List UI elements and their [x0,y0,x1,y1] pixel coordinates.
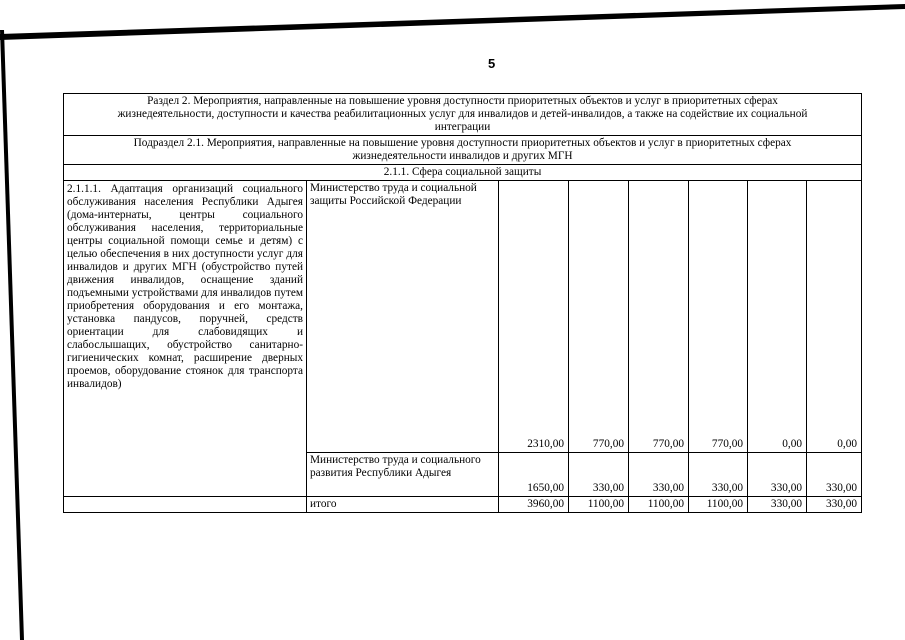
executor-cell: Министерство труда и социального развития Республики Адыгея [307,453,499,497]
total-row [64,497,862,513]
measures-table [63,93,862,513]
value-cell: 770,00 [629,181,689,453]
value-cell: 330,00 [807,453,862,497]
value-cell: 330,00 [748,453,807,497]
scan-border-left [0,0,30,640]
subsection-row [64,136,862,165]
value-cell: 2310,00 [499,181,569,453]
value-cell: 0,00 [748,181,807,453]
total-value-cell: 330,00 [807,497,862,513]
sphere-title: 2.1.1. Сфера социальной защиты [64,165,862,181]
section-row [64,94,862,136]
measure-description: 2.1.1.1. Адаптация организаций социального обслуживания населения Республики Адыгея (дома-интернаты, центры социального обслуживания населения, территориальные центры социальной помощи семье и детям) с целью обеспечения в них доступности услуг для инвалидов и других МГН (обустройство путей движения инвалидов, оснащение зданий подъемными устройствами для инвалидов путем приобретения оборудования и его монтажа, установка пандусов, поручней, средств ориентации для слабовидящих и слабослышащих, обустройство санитарно-гигиенических комнат, расширение дверных проемов, оборудование стоянок для транспорта инвалидов) [64,181,307,497]
sphere-row [64,165,862,181]
table-row [64,181,862,453]
value-cell: 770,00 [569,181,629,453]
subsection-title: Подраздел 2.1. Мероприятия, направленные на повышение уровня доступности приоритетных объектов и услуг в приоритетных сферах жизнедеятельности инвалидов и других МГН [64,136,862,165]
total-value-cell: 1100,00 [689,497,748,513]
section-title: Раздел 2. Мероприятия, направленные на повышение уровня доступности приоритетных объектов и услуг в приоритетных сферах жизнедеятельности, доступности и качества реабилитационных услуг для инвалидов и детей-инвалидов, а также на содействие их социальной интеграции [64,94,862,136]
total-value-cell: 330,00 [748,497,807,513]
total-value-cell: 1100,00 [629,497,689,513]
value-cell: 330,00 [569,453,629,497]
value-cell: 0,00 [807,181,862,453]
total-label: итого [307,497,499,513]
scan-border-top [0,4,905,40]
total-value-cell: 1100,00 [569,497,629,513]
executor-cell: Министерство труда и социальной защиты Российской Федерации [307,181,499,453]
total-value-cell: 3960,00 [499,497,569,513]
empty-cell [64,497,307,513]
value-cell: 330,00 [629,453,689,497]
value-cell: 1650,00 [499,453,569,497]
value-cell: 330,00 [689,453,748,497]
value-cell: 770,00 [689,181,748,453]
page-number: 5 [488,56,496,71]
